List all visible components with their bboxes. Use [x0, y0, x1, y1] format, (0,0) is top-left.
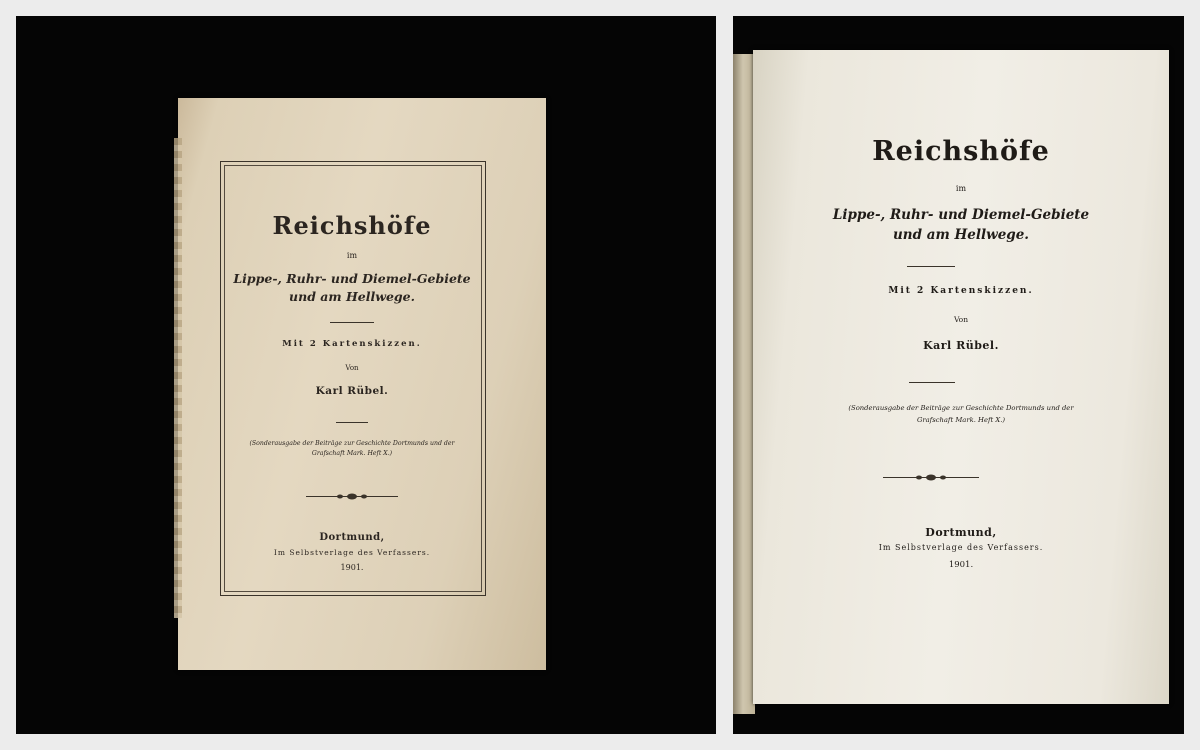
- page-rule-2: [909, 382, 955, 383]
- cover-rule-1: [330, 322, 374, 323]
- page-publisher: Im Selbstverlage des Verfassers.: [878, 543, 1044, 552]
- cover-place: Dortmund,: [319, 532, 385, 543]
- page-region-line1: Lippe-, Ruhr- und Diemel-Gebiete: [832, 207, 1090, 223]
- page-region-line2: und am Hellwege.: [892, 227, 1030, 243]
- page-title: Reichshöfe: [872, 136, 1050, 167]
- cover-im: im: [346, 251, 358, 260]
- page-place: Dortmund,: [925, 526, 997, 539]
- cover-ornament: [306, 492, 398, 501]
- cover-note-line1: (Sonderausgabe der Beiträge zur Geschichte Dortmunds und der: [249, 440, 455, 447]
- page-im: im: [955, 184, 967, 193]
- cover-region-line1: Lippe-, Ruhr- und Diemel-Gebiete: [233, 271, 471, 286]
- cover-note-line2: Grafschaft Mark. Heft X.): [311, 450, 393, 457]
- page-note-line2: Grafschaft Mark. Heft X.): [916, 416, 1006, 424]
- book-cover: [178, 98, 546, 670]
- cover-maps: Mit 2 Kartenskizzen.: [282, 339, 422, 349]
- page-by: Von: [953, 315, 969, 324]
- page-note-line1: (Sonderausgabe der Beiträge zur Geschichte Dortmunds und der: [848, 404, 1074, 412]
- cover-author: Karl Rübel.: [315, 385, 389, 397]
- page-year: 1901.: [948, 560, 974, 570]
- title-page: [753, 50, 1169, 704]
- photo-title-page: [733, 16, 1184, 734]
- photo-cover: [16, 16, 716, 734]
- page-ornament: [883, 473, 979, 482]
- page-maps: Mit 2 Kartenskizzen.: [888, 286, 1034, 296]
- cover-title: Reichshöfe: [272, 211, 432, 240]
- book-spine-edge: [733, 54, 755, 714]
- cover-rule-2: [336, 422, 368, 423]
- page-author: Karl Rübel.: [923, 339, 999, 352]
- cover-text-block: [224, 165, 480, 590]
- cover-region-line2: und am Hellwege.: [289, 289, 415, 304]
- title-page-text-block: [753, 50, 1169, 704]
- page-rule-1: [907, 266, 955, 267]
- cover-by: Von: [345, 364, 359, 372]
- cover-publisher: Im Selbstverlage des Verfassers.: [273, 548, 431, 557]
- cover-year: 1901.: [340, 563, 364, 572]
